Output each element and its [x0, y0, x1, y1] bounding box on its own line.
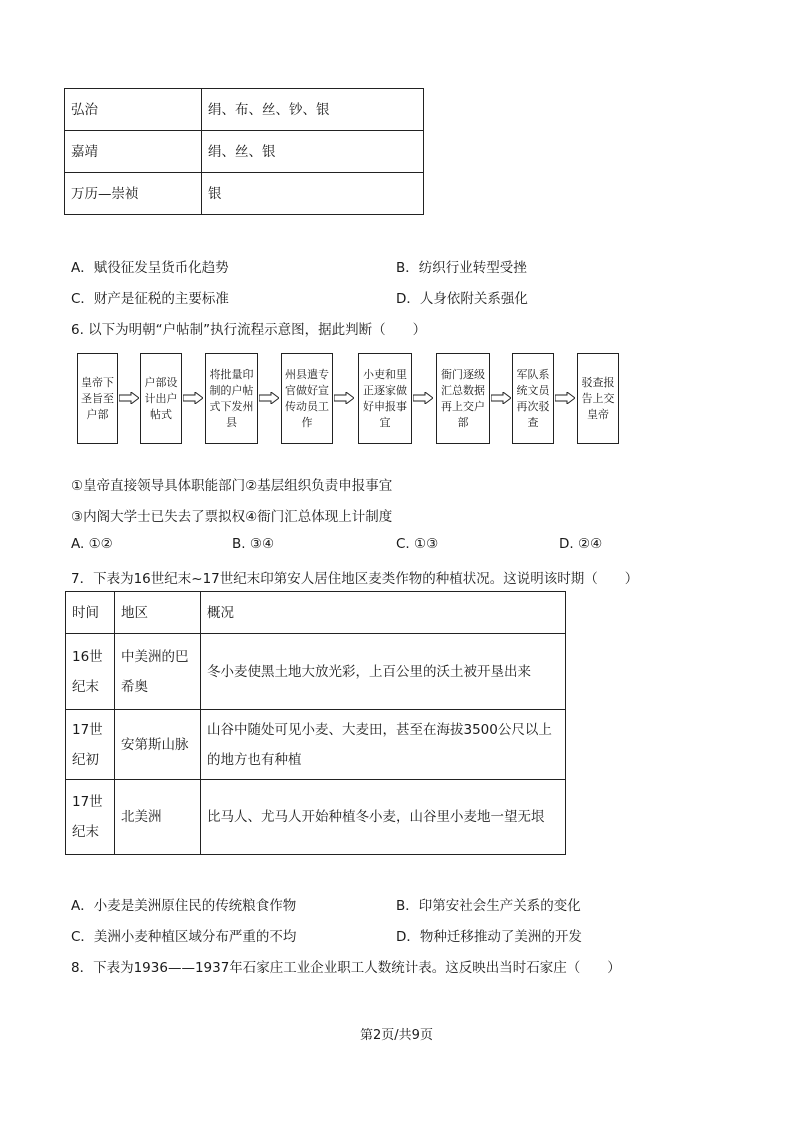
q6-statement-2: ③内阁大学士已失去了票拟权④衙门汇总体现上计制度	[71, 509, 393, 525]
q6-option-c[interactable]: C. ①③	[396, 536, 439, 552]
q7-overview-cell: 比马人、尤马人开始种植冬小麦，山谷里小麦地一望无垠	[201, 780, 566, 855]
q7-header-overview: 概况	[201, 592, 566, 634]
q5-items-cell: 银	[202, 173, 424, 215]
arrow-icon	[413, 392, 433, 404]
q6-option-d[interactable]: D. ②④	[559, 536, 603, 552]
q7-option-c[interactable]: C．美洲小麦种植区域分布严重的不均	[71, 929, 297, 945]
q5-items-cell: 绢、丝、银	[202, 131, 424, 173]
q7-overview-cell: 山谷中随处可见小麦、大麦田，甚至在海拔3500公尺以上的地方也有种植	[201, 710, 566, 780]
arrow-icon	[119, 392, 139, 404]
q7-region-cell: 安第斯山脉	[115, 710, 201, 780]
q8-stem: 8．下表为1936——1937年石家庄工业企业职工人数统计表。这反映出当时石家庄（ ）	[71, 960, 621, 976]
arrow-icon	[334, 392, 354, 404]
q5-era-cell: 弘治	[65, 89, 202, 131]
flow-step-5: 小吏和里正逐家做好申报事宜	[358, 353, 412, 444]
q7-region-cell: 中美洲的巴希奥	[115, 634, 201, 710]
q7-header-time: 时间	[66, 592, 115, 634]
q7-header-region: 地区	[115, 592, 201, 634]
q6-statement-1: ①皇帝直接领导具体职能部门②基层组织负责申报事宜	[71, 478, 393, 494]
q7-option-d[interactable]: D．物种迁移推动了美洲的开发	[396, 929, 582, 945]
q5-items-cell: 绢、布、丝、钞、银	[202, 89, 424, 131]
q5-option-a[interactable]: A．赋役征发呈货币化趋势	[71, 260, 229, 276]
q7-region-cell: 北美洲	[115, 780, 201, 855]
arrow-icon	[183, 392, 203, 404]
arrow-icon	[555, 392, 575, 404]
q5-table	[64, 88, 424, 215]
q6-stem: 6. 以下为明朝“户帖制”执行流程示意图，据此判断（ ）	[71, 322, 427, 338]
q7-time-cell: 16世纪末	[66, 634, 115, 710]
flow-step-7: 军队系统文员再次驳查	[512, 353, 554, 444]
q7-table	[65, 591, 566, 855]
q7-time-cell: 17世纪末	[66, 780, 115, 855]
q7-stem: 7．下表为16世纪末~17世纪末印第安人居住地区麦类作物的种植状况。这说明该时期（ ）	[71, 571, 639, 587]
q5-option-b[interactable]: B．纺织行业转型受挫	[396, 260, 527, 276]
flow-step-1: 皇帝下圣旨至户部	[77, 353, 118, 444]
q7-option-b[interactable]: B．印第安社会生产关系的变化	[396, 898, 581, 914]
flow-step-2: 户部设计出户帖式	[140, 353, 182, 444]
flow-step-3: 将批量印制的户帖式下发州县	[205, 353, 258, 444]
page-number: 第2页/共9页	[360, 1028, 433, 1043]
q7-time-cell: 17世纪初	[66, 710, 115, 780]
q5-era-cell: 万历—崇祯	[65, 173, 202, 215]
flow-step-4: 州县遣专官做好宣传动员工作	[281, 353, 333, 444]
q5-option-c[interactable]: C．财产是征税的主要标准	[71, 291, 229, 307]
arrow-icon	[491, 392, 511, 404]
q7-option-a[interactable]: A．小麦是美洲原住民的传统粮食作物	[71, 898, 297, 914]
q5-option-d[interactable]: D．人身依附关系强化	[396, 291, 528, 307]
flow-step-6: 衙门逐级汇总数据再上交户部	[436, 353, 490, 444]
q6-option-b[interactable]: B. ③④	[232, 536, 275, 552]
q6-option-a[interactable]: A. ①②	[71, 536, 113, 552]
q7-overview-cell: 冬小麦使黑土地大放光彩，上百公里的沃土被开垦出来	[201, 634, 566, 710]
flow-step-8: 驳查报告上交皇帝	[577, 353, 619, 444]
q5-era-cell: 嘉靖	[65, 131, 202, 173]
arrow-icon	[259, 392, 279, 404]
